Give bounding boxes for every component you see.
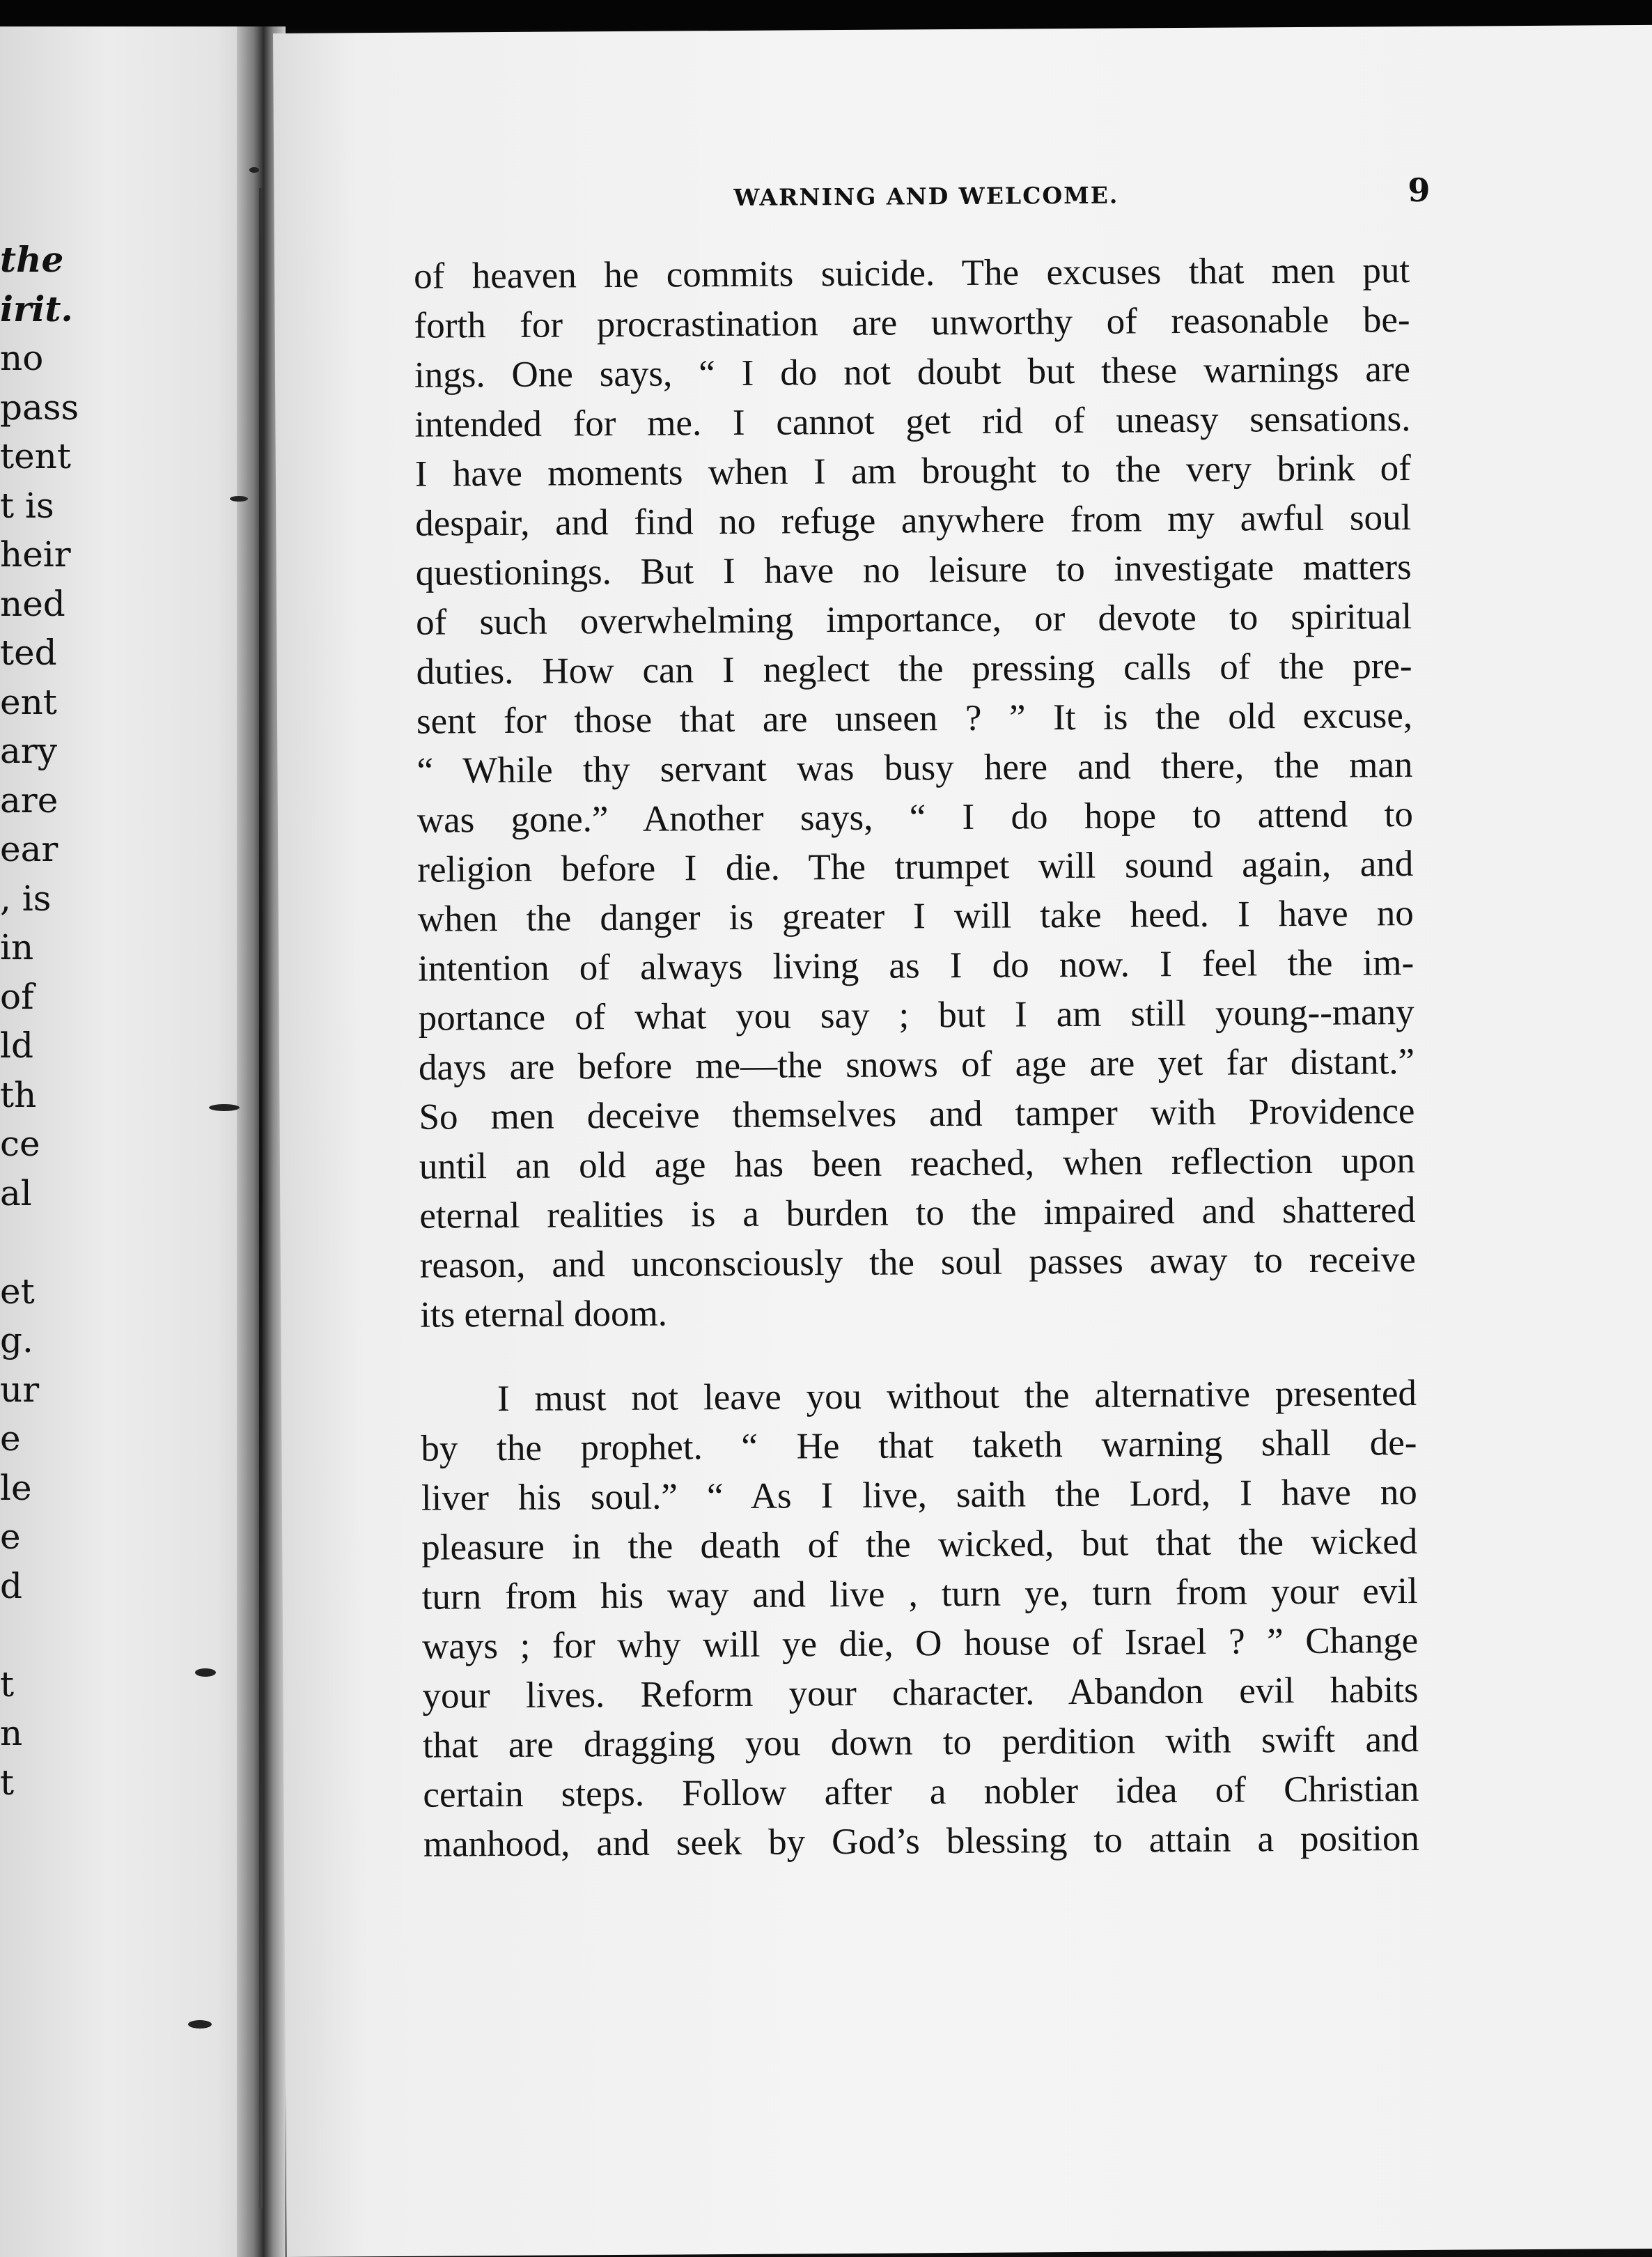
left-page-fragment: al xyxy=(0,1172,32,1213)
left-page-fragments xyxy=(0,235,77,1807)
left-page-fragment: ur xyxy=(0,1369,40,1410)
left-page-fragment xyxy=(0,1218,77,1267)
text-line: I must not leave you without the alternative presented xyxy=(497,1373,1417,1420)
text-line: religion before I die. The trumpet will sound again, and xyxy=(417,844,1414,890)
left-page-fragment: ent xyxy=(0,681,57,722)
left-page-fragment: tent xyxy=(0,436,71,476)
page-number: 9 xyxy=(1408,171,1431,210)
running-title: WARNING AND WELCOME. xyxy=(733,181,1119,211)
left-page-fragment: g. xyxy=(0,1320,33,1360)
left-page-fragment: no xyxy=(0,338,44,378)
text-line: liver his soul.” “ As I live, saith the Lord, I have no xyxy=(421,1472,1417,1519)
paragraph-1 xyxy=(414,246,1417,1340)
text-line: that are dragging you down to perdition with swift and xyxy=(422,1719,1419,1766)
left-page-fragment: heir xyxy=(0,534,71,575)
left-page-fragment: le xyxy=(0,1467,32,1508)
left-page-fragment xyxy=(0,1611,77,1660)
text-line: was gone.” Another says, “ I do hope to attend to xyxy=(416,794,1414,841)
text-line: when the danger is greater I will take heed. I have no xyxy=(417,893,1414,940)
left-page-fragment: irit. xyxy=(0,288,73,329)
left-page-fragment: d xyxy=(0,1565,23,1606)
left-page-fragment: ary xyxy=(0,731,57,771)
left-page-fragment: et xyxy=(0,1271,35,1312)
left-page xyxy=(0,26,270,2257)
text-line: until an old age has been reached, when reflection upon xyxy=(419,1140,1416,1187)
text-line: intended for me. I cannot get rid of uneasy sensations. xyxy=(414,398,1411,445)
right-page xyxy=(273,25,1652,2257)
left-page-fragment: pass xyxy=(0,387,79,428)
binding-mark xyxy=(249,167,259,173)
left-page-fragment: , is xyxy=(0,878,52,919)
left-page-fragment: e xyxy=(0,1418,21,1459)
left-page-fragment: ted xyxy=(0,633,57,673)
left-page-fragment: t is xyxy=(0,485,54,526)
left-page-fragment: t xyxy=(0,1663,15,1705)
text-line: your lives. Reform your character. Abandon evil habits xyxy=(422,1669,1419,1716)
text-line: its eternal doom. xyxy=(420,1293,668,1335)
text-line: So men deceive themselves and tamper with Providence xyxy=(419,1091,1415,1138)
text-line: days are before me—the snows of age are yet far distant.” xyxy=(418,1041,1415,1088)
binding-mark xyxy=(188,2020,212,2029)
text-line: intention of always living as I do now. I feel the im- xyxy=(418,943,1415,989)
text-line: of such overwhelming importance, or devote to spiritual xyxy=(415,596,1412,643)
left-page-fragment: ld xyxy=(0,1025,33,1066)
left-page-fragment: th xyxy=(0,1074,37,1115)
left-page-fragment: ce xyxy=(0,1124,40,1164)
text-line: certain steps. Follow after a nobler idea of Christian xyxy=(423,1768,1419,1815)
paragraph-2 xyxy=(421,1369,1419,1870)
text-line: by the prophet. “ He that taketh warning shall de- xyxy=(421,1422,1417,1469)
text-line: duties. How can I neglect the pressing calls of the pre- xyxy=(416,646,1412,692)
text-line: eternal realities is a burden to the impaired and shattered xyxy=(419,1190,1416,1236)
text-line: despair, and find no refuge anywhere from my awful soul xyxy=(415,497,1412,544)
text-line: reason, and unconsciously the soul passes away to receive xyxy=(419,1239,1416,1286)
gutter-shadow-line xyxy=(259,188,263,2208)
body-text xyxy=(414,246,1419,1870)
binding-mark xyxy=(230,496,248,502)
left-page-fragment: the xyxy=(0,239,64,280)
text-line: I have moments when I am brought to the very brink of xyxy=(414,448,1412,495)
left-page-fragment: in xyxy=(0,927,34,968)
text-line: forth for procrastination are unworthy of reasonable be- xyxy=(414,300,1410,346)
text-line: pleasure in the death of the wicked, but that the wicked xyxy=(421,1521,1418,1568)
left-page-fragment: are xyxy=(0,780,59,821)
text-line: “ While thy servant was busy here and there, the man xyxy=(416,745,1413,791)
left-page-fragment: ear xyxy=(0,829,59,869)
left-page-fragment: t xyxy=(0,1762,15,1803)
text-line: turn from his way and live , turn ye, turn from your evil xyxy=(421,1571,1418,1618)
text-line: ings. One says, “ I do not doubt but these warnings are xyxy=(414,349,1411,396)
left-page-fragment: ned xyxy=(0,583,65,624)
text-line: questionings. But I have no leisure to investigate matters xyxy=(415,547,1412,594)
text-line: of heaven he commits suicide. The excuses that men put xyxy=(413,250,1410,297)
text-line: ways ; for why will ye die, O house of Israel ? ” Change xyxy=(421,1620,1419,1667)
left-page-fragment: of xyxy=(0,976,34,1017)
paragraph-gap xyxy=(420,1334,1416,1375)
binding-mark xyxy=(209,1104,240,1111)
text-line: portance of what you say ; but I am still young--many xyxy=(418,992,1415,1039)
text-line: manhood, and seek by God’s blessing to attain a position xyxy=(423,1817,1420,1865)
left-page-fragment: n xyxy=(0,1713,23,1753)
text-line: sent for those that are unseen ? ” It is the old excuse, xyxy=(416,695,1413,742)
binding-mark xyxy=(195,1668,216,1677)
left-page-fragment: e xyxy=(0,1517,21,1557)
